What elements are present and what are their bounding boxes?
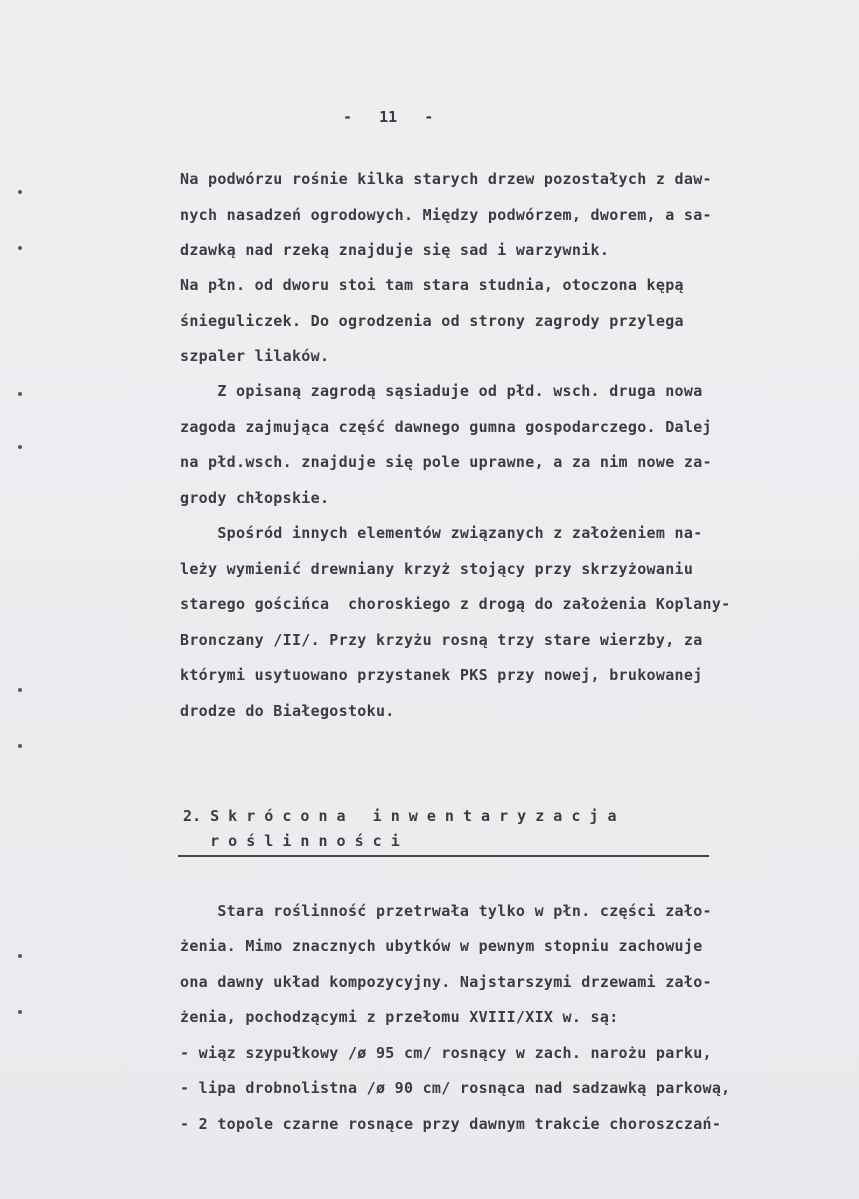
text-line: Spośród innych elementów związanych z założeniem na-: [180, 524, 703, 542]
text-line: Bronczany /II/. Przy krzyżu rosną trzy stare wierzby, za: [180, 631, 703, 649]
text-line: Z opisaną zagrodą sąsiaduje od płd. wsch. druga nowa: [180, 382, 703, 400]
text-line: żenia, pochodzącymi z przełomu XVIII/XIX w. są:: [180, 1008, 619, 1026]
section-heading: 2. S k r ó c o n a i n w e n t a r y z a c j a: [183, 807, 617, 825]
margin-mark: [18, 392, 22, 396]
margin-mark: [18, 688, 22, 692]
margin-mark: [18, 954, 22, 958]
list-item: - lipa drobnolistna /ø 90 cm/ rosnąca nad sadzawką parkową,: [180, 1079, 731, 1097]
text-line: dzawką nad rzeką znajduje się sad i warzywnik.: [180, 241, 610, 259]
text-line: szpaler lilaków.: [180, 347, 330, 365]
list-item: - 2 topole czarne rosnące przy dawnym trakcie choroszczań-: [180, 1115, 722, 1133]
margin-mark: [18, 190, 22, 194]
list-item: - wiąz szypułkowy /ø 95 cm/ rosnący w zach. narożu parku,: [180, 1044, 712, 1062]
text-line: śnieguliczek. Do ogrodzenia od strony zagrody przylega: [180, 312, 684, 330]
text-line: grody chłopskie.: [180, 489, 330, 507]
text-line: Stara roślinność przetrwała tylko w płn. części zało-: [180, 902, 712, 920]
section-heading-continuation: r o ś l i n n o ś c i: [183, 832, 400, 850]
text-line: którymi usytuowano przystanek PKS przy nowej, brukowanej: [180, 666, 703, 684]
text-line: Na płn. od dworu stoi tam stara studnia, otoczona kępą: [180, 276, 684, 294]
text-line: starego gościńca choroskiego z drogą do założenia Koplany-: [180, 595, 731, 613]
margin-mark: [18, 445, 22, 449]
margin-mark: [18, 1010, 22, 1014]
margin-mark: [18, 246, 22, 250]
text-line: leży wymienić drewniany krzyż stojący przy skrzyżowaniu: [180, 560, 694, 578]
text-line: na płd.wsch. znajduje się pole uprawne, a za nim nowe za-: [180, 453, 712, 471]
heading-underline: [178, 855, 709, 857]
text-line: ona dawny układ kompozycyjny. Najstarszymi drzewami zało-: [180, 973, 712, 991]
text-line: zagoda zajmująca część dawnego gumna gospodarczego. Dalej: [180, 418, 712, 436]
margin-mark: [18, 744, 22, 748]
page-number: - 11 -: [343, 108, 434, 126]
text-line: Na podwórzu rośnie kilka starych drzew pozostałych z daw-: [180, 170, 712, 188]
text-line: nych nasadzeń ogrodowych. Między podwórzem, dworem, a sa-: [180, 206, 712, 224]
text-line: żenia. Mimo znacznych ubytków w pewnym stopniu zachowuje: [180, 937, 703, 955]
text-line: drodze do Białegostoku.: [180, 702, 395, 720]
